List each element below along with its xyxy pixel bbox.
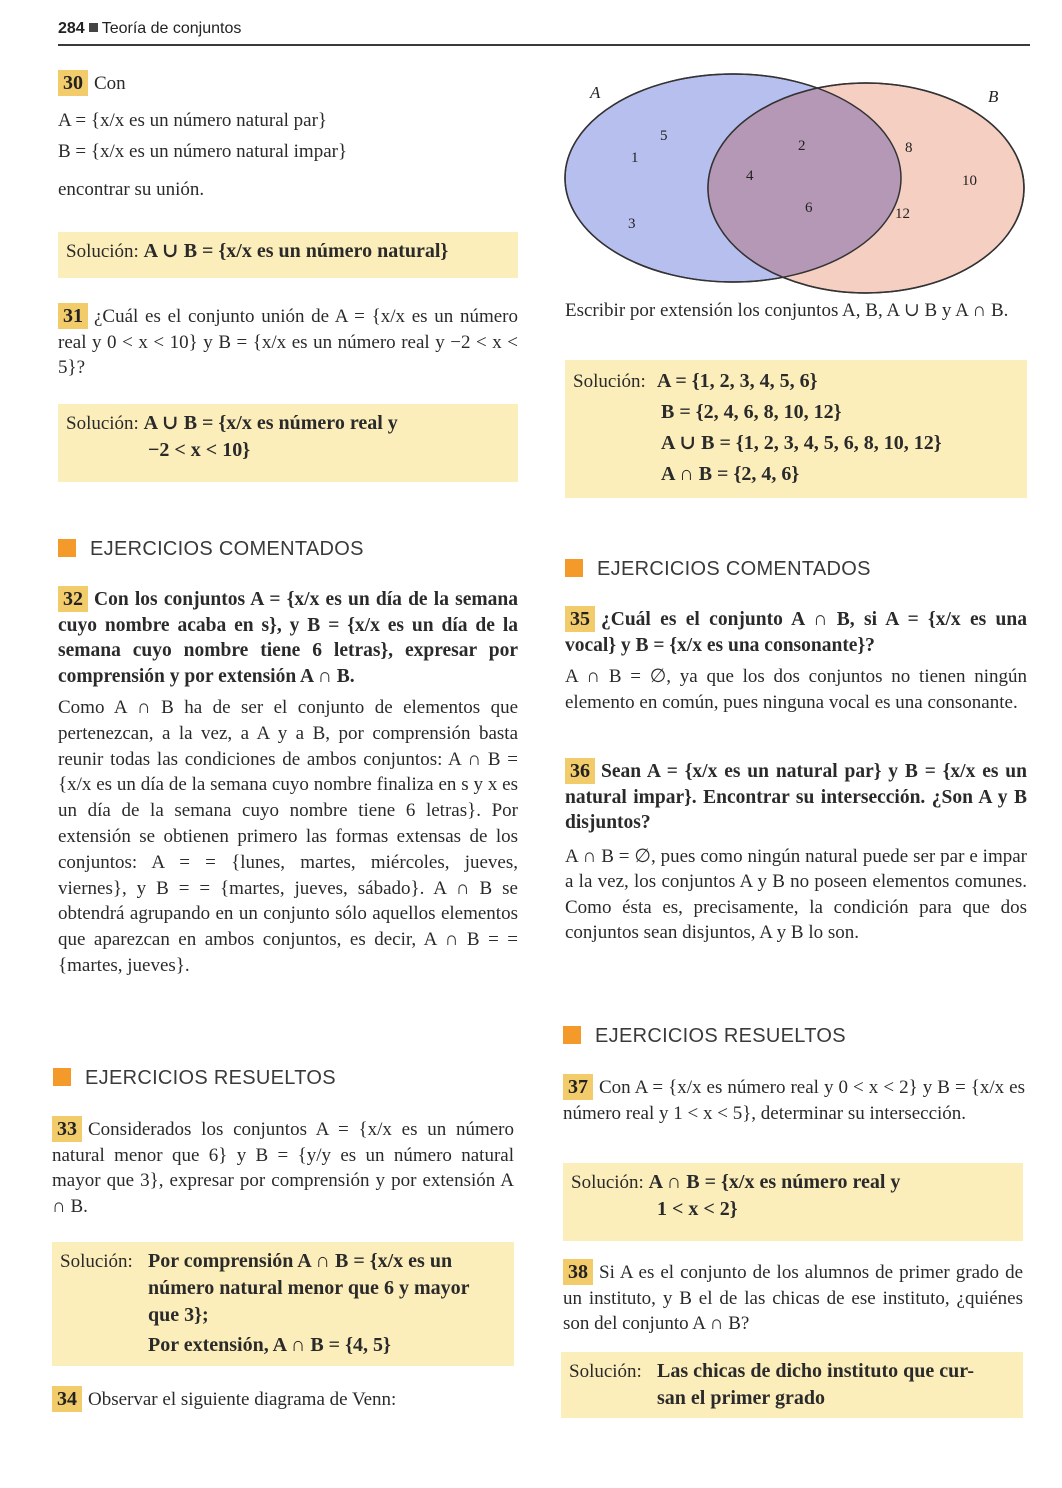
- solution-line-1: A ∪ B = {x/x es número real y: [143, 412, 398, 434]
- solution-box-31: [58, 404, 518, 482]
- venn-element: 1: [631, 150, 639, 166]
- venn-element: 6: [805, 200, 813, 216]
- solution-label: Solución:: [66, 413, 139, 434]
- solution-label: Solución:: [571, 1172, 644, 1193]
- solution-line-2: número natural menor que 6 y mayor: [148, 1277, 470, 1299]
- set-a-definition: A = {x/x es un número natural par}: [58, 109, 328, 131]
- exercise-text: Si A es el conjunto de los alumnos de primer grado de un instituto, y B el de las chicas de ese instituto, ¿quiénes son del conjunto A ∩ B?: [563, 1262, 1023, 1334]
- exercise-text: Considerados los conjuntos A = {x/x es un número natural menor que 6} y B = {y/y es un número natural mayor que 3}, expresar por comprensión y por extensión A ∩ B.: [52, 1119, 514, 1217]
- exercise-text: ¿Cuál es el conjunto unión de A = {x/x es un número real y 0 < x < 10} y B = {x/x es un número real y −2 < x < 5}?: [58, 306, 518, 378]
- chapter-title: Teoría de conjuntos: [101, 20, 242, 37]
- solution-label: Solución:: [60, 1251, 133, 1272]
- venn-element: 5: [660, 128, 668, 144]
- solution-box-30: [58, 232, 518, 278]
- exercise-question: Sean A = {x/x es un natural par} y B = {x/x es un natural impar}. Encontrar su intersección. ¿Son A y B disjuntos?: [565, 761, 1027, 833]
- solution-line-1: A = {1, 2, 3, 4, 5, 6}: [657, 370, 818, 392]
- orange-square-icon: [53, 1068, 71, 1086]
- exercise-34-task: Escribir por extensión los conjuntos A, B, A ∪ B y A ∩ B.: [565, 300, 1009, 321]
- section-heading: EJERCICIOS RESUELTOS: [563, 1025, 1025, 1048]
- section-heading: EJERCICIOS COMENTADOS: [565, 558, 1027, 581]
- page-number: 284: [58, 20, 85, 37]
- orange-square-icon: [58, 539, 76, 557]
- exercise-number: 31: [58, 303, 88, 329]
- exercise-text: Con A = {x/x es número real y 0 < x < 2} y B = {x/x es número real y 1 < x < 5}, determinar su intersección.: [563, 1077, 1025, 1124]
- exercise-number: 36: [565, 758, 595, 784]
- solution-box-34: [565, 360, 1027, 498]
- venn-element: 2: [798, 138, 806, 154]
- exercise-number: 38: [563, 1259, 593, 1285]
- exercise-36: [565, 758, 1027, 946]
- solution-text: A ∪ B = {x/x es un número natural}: [143, 240, 449, 262]
- orange-square-icon: [565, 559, 583, 577]
- exercise-number: 33: [52, 1116, 82, 1142]
- exercise-number: 32: [58, 586, 88, 612]
- solution-label: Solución:: [569, 1361, 642, 1382]
- exercise-question: ¿Cuál es el conjunto A ∩ B, si A = {x/x es una vocal} y B = {x/x es una consonante}?: [565, 609, 1027, 656]
- solution-line-4: A ∩ B = {2, 4, 6}: [661, 463, 800, 485]
- solution-box-33: [52, 1242, 514, 1366]
- exercise-33: [52, 1116, 514, 1219]
- exercise-34: [52, 1386, 514, 1413]
- solution-line-2: B = {2, 4, 6, 8, 10, 12}: [661, 401, 842, 423]
- section-heading: EJERCICIOS COMENTADOS: [58, 538, 518, 561]
- exercise-answer: A ∩ B = ∅, ya que los dos conjuntos no tienen ningún elemento en común, pues ninguna vocal es una consonante.: [565, 666, 1027, 713]
- solution-line-2: san el primer grado: [657, 1387, 825, 1409]
- solution-line-2: 1 < x < 2}: [657, 1198, 738, 1220]
- solution-label: Solución:: [66, 241, 139, 262]
- solution-label: Solución:: [573, 371, 646, 392]
- set-b-definition: B = {x/x es un número natural impar}: [58, 140, 348, 162]
- exercise-answer: Como A ∩ B ha de ser el conjunto de elementos que pertenezcan, a la vez, a A y a B, por comprensión basta reunir todas las condiciones de ambos conjuntos: A ∩ B = {x/x es un día de la semana cuyo nombre finaliza en s y x es un día de la semana cuyo nombre tiene 6 letras}. Por extensión se obtienen primero las formas extensas de los conjuntos: A = = {lunes, martes, miércoles, jueves, viernes}, y B = = {martes, jueves, sábado}. A ∩ B se obtendrá agrupando en un conjunto sólo aquellos elementos que aparezcan en ambos conjuntos, es decir, A ∩ B = = {martes, jueves}.: [58, 697, 518, 976]
- exercise-31: [58, 303, 518, 381]
- exercise-question: Con los conjuntos A = {x/x es un día de la semana cuyo nombre acaba en s}, y B = {x/x es un día de la semana cuyo nombre tiene 6 letras}, expresar por comprensión y por extensión A ∩ B.: [58, 589, 518, 687]
- exercise-text: Observar el siguiente diagrama de Venn:: [88, 1389, 397, 1410]
- venn-element: 10: [962, 173, 977, 189]
- venn-diagram: [558, 68, 1030, 300]
- solution-line-3: A ∪ B = {1, 2, 3, 4, 5, 6, 8, 10, 12}: [661, 432, 942, 454]
- exercise-number: 37: [563, 1074, 593, 1100]
- exercise-task: encontrar su unión.: [58, 178, 205, 200]
- exercise-35: [565, 606, 1027, 715]
- exercise-intro: Con: [94, 73, 126, 94]
- square-bullet-icon: [89, 23, 98, 32]
- solution-box-37: [563, 1163, 1023, 1241]
- exercise-30: [58, 70, 518, 202]
- solution-line-2: −2 < x < 10}: [148, 439, 251, 461]
- venn-element: 8: [905, 140, 913, 156]
- exercise-37: [563, 1074, 1025, 1126]
- exercise-32: [58, 586, 518, 979]
- orange-square-icon: [563, 1026, 581, 1044]
- solution-line-3: que 3};: [148, 1304, 209, 1326]
- page-header: [58, 20, 1030, 46]
- solution-box-38: [561, 1352, 1023, 1418]
- venn-element: 12: [895, 206, 910, 222]
- exercise-number: 34: [52, 1386, 82, 1412]
- section-heading: EJERCICIOS RESUELTOS: [53, 1067, 513, 1090]
- solution-line-1: Por comprensión A ∩ B = {x/x es un: [148, 1250, 453, 1272]
- venn-element: 3: [628, 216, 636, 232]
- exercise-number: 35: [565, 606, 595, 632]
- solution-line-1: A ∩ B = {x/x es número real y: [648, 1171, 901, 1193]
- venn-element: 4: [746, 168, 754, 184]
- set-b-label: B: [988, 87, 999, 106]
- exercise-answer: A ∩ B = ∅, pues como ningún natural puede ser par e impar a la vez, los conjuntos A y B no poseen elementos comunes. Como ésta es, precisamente, la condición para que dos conjuntos sean disjuntos, A y B lo son.: [565, 845, 1027, 943]
- exercise-38: [563, 1259, 1023, 1337]
- solution-line-4: Por extensión, A ∩ B = {4, 5}: [148, 1334, 391, 1356]
- solution-line-1: Las chicas de dicho instituto que cur-: [657, 1360, 975, 1382]
- set-a-label: A: [590, 83, 601, 102]
- exercise-number: 30: [58, 70, 88, 96]
